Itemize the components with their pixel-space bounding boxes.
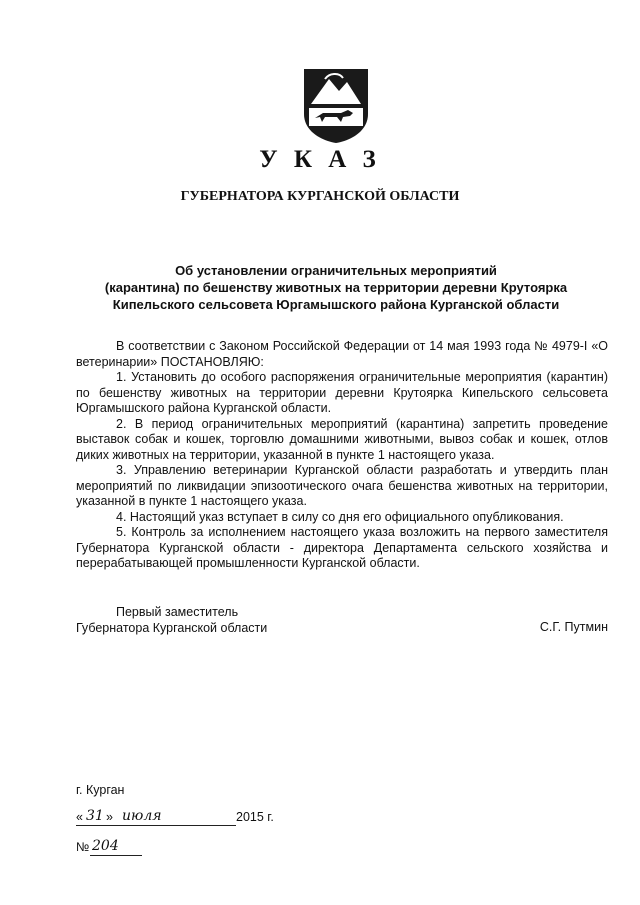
signatory-position-line: Первый заместитель bbox=[116, 605, 239, 619]
coat-of-arms-icon bbox=[301, 66, 371, 144]
decree-number bbox=[76, 838, 196, 860]
body-item: 5. Контроль за исполнением настоящего указа возложить на первого заместителя Губернатора Курганской области - директора Департамента сельского хозяйства и перерабатывающей промышленности Курганской области. bbox=[76, 525, 608, 570]
body-item: 4. Настоящий указ вступает в силу со дня его официального опубликования. bbox=[116, 509, 564, 524]
date-month-handwritten: июля bbox=[122, 808, 162, 824]
number-handwritten: 204 bbox=[92, 838, 119, 854]
signatory-position bbox=[76, 604, 336, 636]
body-item: 1. Установить до особого распоряжения ограничительные мероприятия (карантин) по бешенству животных на территории деревни Крутоярка Кипельского сельсовета Юргамышского района Курганской области. bbox=[76, 370, 608, 415]
signatory-name: С.Г. Путмин bbox=[539, 620, 608, 634]
signatory-position-line: Губернатора Курганской области bbox=[76, 621, 268, 635]
decree-heading bbox=[100, 262, 572, 313]
date-quote-open: « bbox=[76, 810, 83, 824]
date-quote-close: » bbox=[106, 810, 113, 824]
document-subtitle: ГУБЕРНАТОРА КУРГАНСКОЙ ОБЛАСТИ bbox=[180, 189, 460, 204]
issue-date bbox=[76, 808, 296, 830]
heading-line: (карантина) по бешенству животных на территории деревни Крутоярка bbox=[104, 280, 568, 295]
body-item: 2. В период ограничительных мероприятий (карантина) запретить проведение выставок собак и кошек, торговлю домашними животными, вывоз собак и кошек, отлов диких животных на территории, указанной в пункте 1 настоящего указа. bbox=[76, 416, 608, 462]
decree-body bbox=[76, 339, 608, 572]
issue-city: г. Курган bbox=[76, 783, 125, 797]
heading-line: Кипельского сельсовета Юргамышского района Курганской области bbox=[112, 297, 560, 312]
document-title: У К А З bbox=[259, 146, 381, 173]
number-underline bbox=[90, 855, 142, 856]
body-item: 3. Управлению ветеринарии Курганской области разработать и утвердить план мероприятий по ликвидации эпизоотического очага бешенства животных на территории, указанной в пункте 1 настоящего указа. bbox=[76, 463, 608, 508]
date-year: 2015 г. bbox=[236, 810, 274, 824]
number-symbol: № bbox=[76, 840, 90, 854]
heading-line: Об установлении ограничительных мероприятий bbox=[175, 263, 497, 278]
date-day-handwritten: 31 bbox=[86, 808, 104, 824]
date-underline bbox=[76, 825, 236, 826]
body-intro: В соответствии с Законом Российской Федерации от 14 мая 1993 года № 4979-I «О ветеринарии» ПОСТАНОВЛЯЮ: bbox=[76, 339, 608, 369]
